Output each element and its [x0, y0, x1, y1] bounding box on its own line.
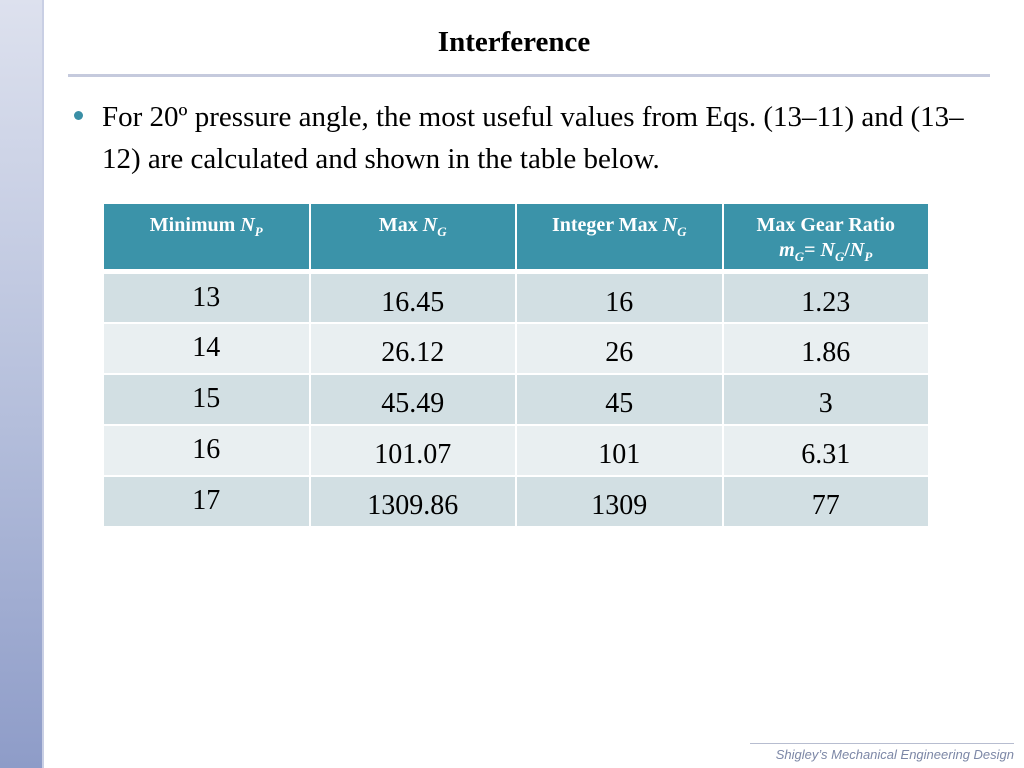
cell-int-max-ng: 101 — [516, 425, 723, 476]
cell-min-np: 15 — [103, 374, 310, 425]
interference-table — [102, 204, 930, 528]
cell-gear-ratio: 1.23 — [723, 272, 930, 323]
header-text: Max Gear Ratio — [756, 214, 895, 236]
header-var: N — [820, 239, 835, 261]
cell-gear-ratio: 3 — [723, 374, 930, 425]
cell-min-np: 13 — [103, 272, 310, 323]
header-slash: / — [844, 239, 850, 261]
cell-max-ng: 16.45 — [310, 272, 517, 323]
cell-int-max-ng: 26 — [516, 323, 723, 374]
table-row — [103, 272, 929, 323]
bullet-text: For 20º pressure angle, the most useful values from Eqs. (13–11) and (13–12) are calculated and shown in the table below. — [102, 101, 964, 175]
header-var: N — [662, 214, 678, 236]
header-sub: G — [794, 249, 805, 264]
header-var: N — [849, 239, 865, 261]
header-sub: G — [437, 224, 447, 239]
cell-min-np: 16 — [103, 425, 310, 476]
cell-min-np: 14 — [103, 323, 310, 374]
cell-int-max-ng: 45 — [516, 374, 723, 425]
table-row — [103, 425, 929, 476]
title-divider — [68, 74, 990, 77]
cell-gear-ratio: 1.86 — [723, 323, 930, 374]
header-text: Minimum — [149, 214, 241, 236]
cell-gear-ratio: 6.31 — [723, 425, 930, 476]
cell-min-np: 17 — [103, 476, 310, 527]
header-minimum-np — [103, 204, 310, 272]
cell-max-ng: 101.07 — [310, 425, 517, 476]
header-max-ng — [310, 204, 517, 272]
table-row — [103, 323, 929, 374]
table-row — [103, 374, 929, 425]
cell-max-ng: 1309.86 — [310, 476, 517, 527]
header-var: N — [422, 214, 438, 236]
side-decoration-band — [0, 0, 42, 768]
header-var: m — [779, 239, 795, 261]
header-sub: G — [677, 224, 687, 239]
header-equals: = — [804, 239, 821, 261]
table-header-row — [103, 204, 929, 272]
header-text: Max — [378, 214, 423, 236]
slide-title: Interference — [437, 26, 591, 58]
footer-credit: Shigley’s Mechanical Engineering Design — [750, 743, 1014, 762]
cell-gear-ratio: 77 — [723, 476, 930, 527]
cell-max-ng: 45.49 — [310, 374, 517, 425]
cell-max-ng: 26.12 — [310, 323, 517, 374]
bullet-item — [74, 96, 994, 180]
header-sub: P — [864, 249, 873, 264]
bullet-dot-icon — [74, 111, 83, 120]
cell-int-max-ng: 1309 — [516, 476, 723, 527]
side-decoration-edge — [42, 0, 44, 768]
table-row — [103, 476, 929, 527]
header-sub: G — [834, 249, 845, 264]
header-var: N — [240, 214, 255, 236]
header-sub: P — [254, 224, 263, 239]
header-integer-max-ng — [516, 204, 723, 272]
cell-int-max-ng: 16 — [516, 272, 723, 323]
header-text: Integer Max — [551, 214, 663, 236]
header-max-gear-ratio — [723, 204, 930, 272]
